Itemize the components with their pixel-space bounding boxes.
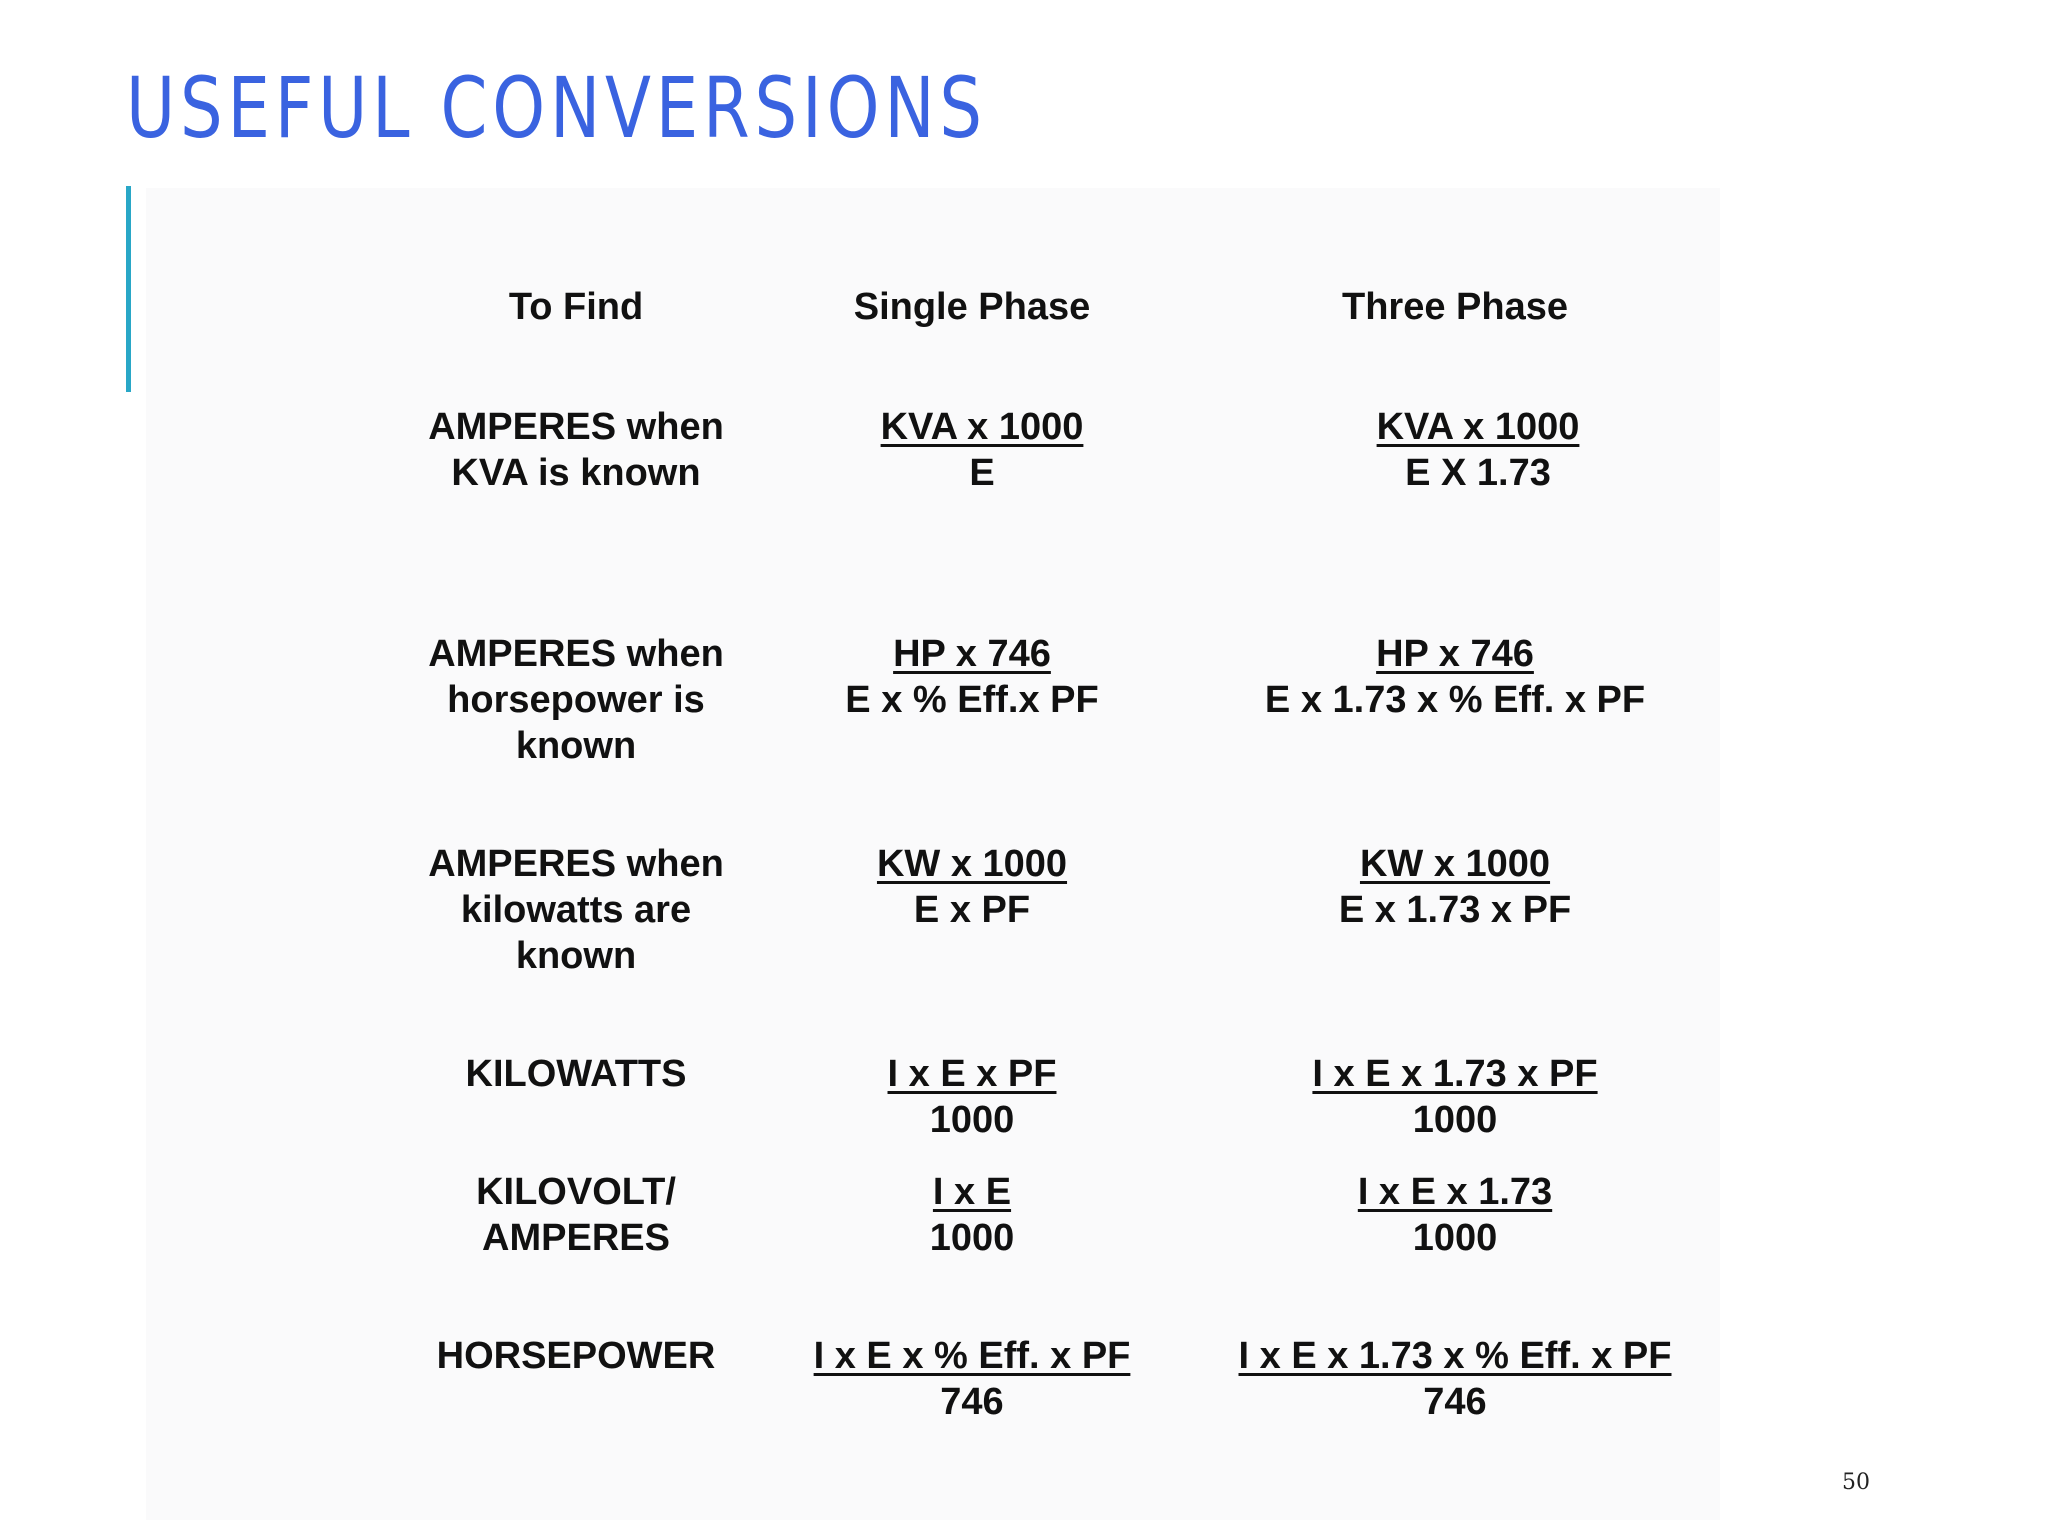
header-single-phase: Single Phase: [853, 286, 1091, 328]
formula-numerator: I x E x 1.73: [1357, 1171, 1553, 1213]
formula-numerator: KW x 1000: [876, 843, 1068, 885]
row-label-line: AMPERES when: [428, 406, 724, 448]
formula-three-amperes-horsepower: [1265, 631, 1645, 723]
formula-single-kilowatts: [888, 1051, 1057, 1143]
formula-numerator: I x E x PF: [887, 1053, 1057, 1095]
formula-single-amperes-kilowatts: [877, 841, 1067, 933]
formula-numerator: KVA x 1000: [880, 406, 1084, 448]
formula-numerator: I x E: [932, 1171, 1012, 1213]
row-label-line: AMPERES when: [428, 633, 724, 675]
row-label-amperes-horsepower: [428, 631, 724, 769]
row-label-line: known: [515, 725, 637, 767]
formula-denominator: E x 1.73 x % Eff. x PF: [1264, 679, 1646, 721]
row-label-line: AMPERES: [482, 1217, 670, 1259]
formula-numerator: KVA x 1000: [1376, 406, 1580, 448]
slide-title: USEFUL CONVERSIONS: [126, 59, 987, 157]
formula-single-horsepower: [814, 1333, 1131, 1425]
formula-single-amperes-kva: [881, 404, 1084, 496]
formula-numerator: HP x 746: [1376, 633, 1534, 675]
formula-numerator: KW x 1000: [1359, 843, 1551, 885]
formula-denominator: E x % Eff.x PF: [845, 679, 1099, 721]
formula-three-kilowatts: [1312, 1051, 1597, 1143]
header-to-find: To Find: [508, 286, 644, 328]
formula-numerator: I x E x 1.73 x PF: [1312, 1053, 1598, 1095]
formula-three-amperes-kilowatts: [1339, 841, 1571, 933]
formula-denominator: 1000: [1412, 1217, 1498, 1259]
formula-three-amperes-kva: [1377, 404, 1580, 496]
row-label-line: KILOVOLT/: [476, 1171, 676, 1213]
formula-denominator: 746: [940, 1381, 1004, 1423]
row-label-horsepower: [437, 1333, 716, 1379]
formula-denominator: E: [969, 452, 995, 494]
formula-denominator: 1000: [929, 1217, 1015, 1259]
formula-single-amperes-horsepower: [845, 631, 1098, 723]
row-label-line: kilowatts are: [460, 889, 692, 931]
row-label-kilowatts: [466, 1051, 687, 1097]
row-label-amperes-kilowatts: [428, 841, 724, 979]
row-label-line: HORSEPOWER: [436, 1335, 716, 1377]
header-three-phase: Three Phase: [1342, 286, 1568, 328]
formula-denominator: E X 1.73: [1405, 452, 1551, 494]
row-label-line: horsepower is: [447, 679, 705, 721]
formula-three-kilovolt-amperes: [1358, 1169, 1552, 1261]
row-label-line: known: [515, 935, 637, 977]
formula-denominator: 1000: [1412, 1099, 1498, 1141]
formula-denominator: 746: [1423, 1381, 1487, 1423]
row-label-amperes-kva: [428, 404, 724, 496]
formula-denominator: E x 1.73 x PF: [1338, 889, 1572, 931]
row-label-kilovolt-amperes: [476, 1169, 676, 1261]
formula-denominator: E x PF: [913, 889, 1031, 931]
formula-three-horsepower: [1239, 1333, 1672, 1425]
page-number: 50: [1842, 1470, 1870, 1495]
formula-denominator: 1000: [929, 1099, 1015, 1141]
row-label-line: KILOWATTS: [465, 1053, 687, 1095]
formula-numerator: HP x 746: [893, 633, 1051, 675]
title-accent-bar: [126, 186, 131, 392]
row-label-line: AMPERES when: [428, 843, 724, 885]
formula-single-kilovolt-amperes: [930, 1169, 1015, 1261]
formula-numerator: I x E x 1.73 x % Eff. x PF: [1238, 1335, 1672, 1377]
formula-numerator: I x E x % Eff. x PF: [813, 1335, 1131, 1377]
row-label-line: KVA is known: [451, 452, 701, 494]
